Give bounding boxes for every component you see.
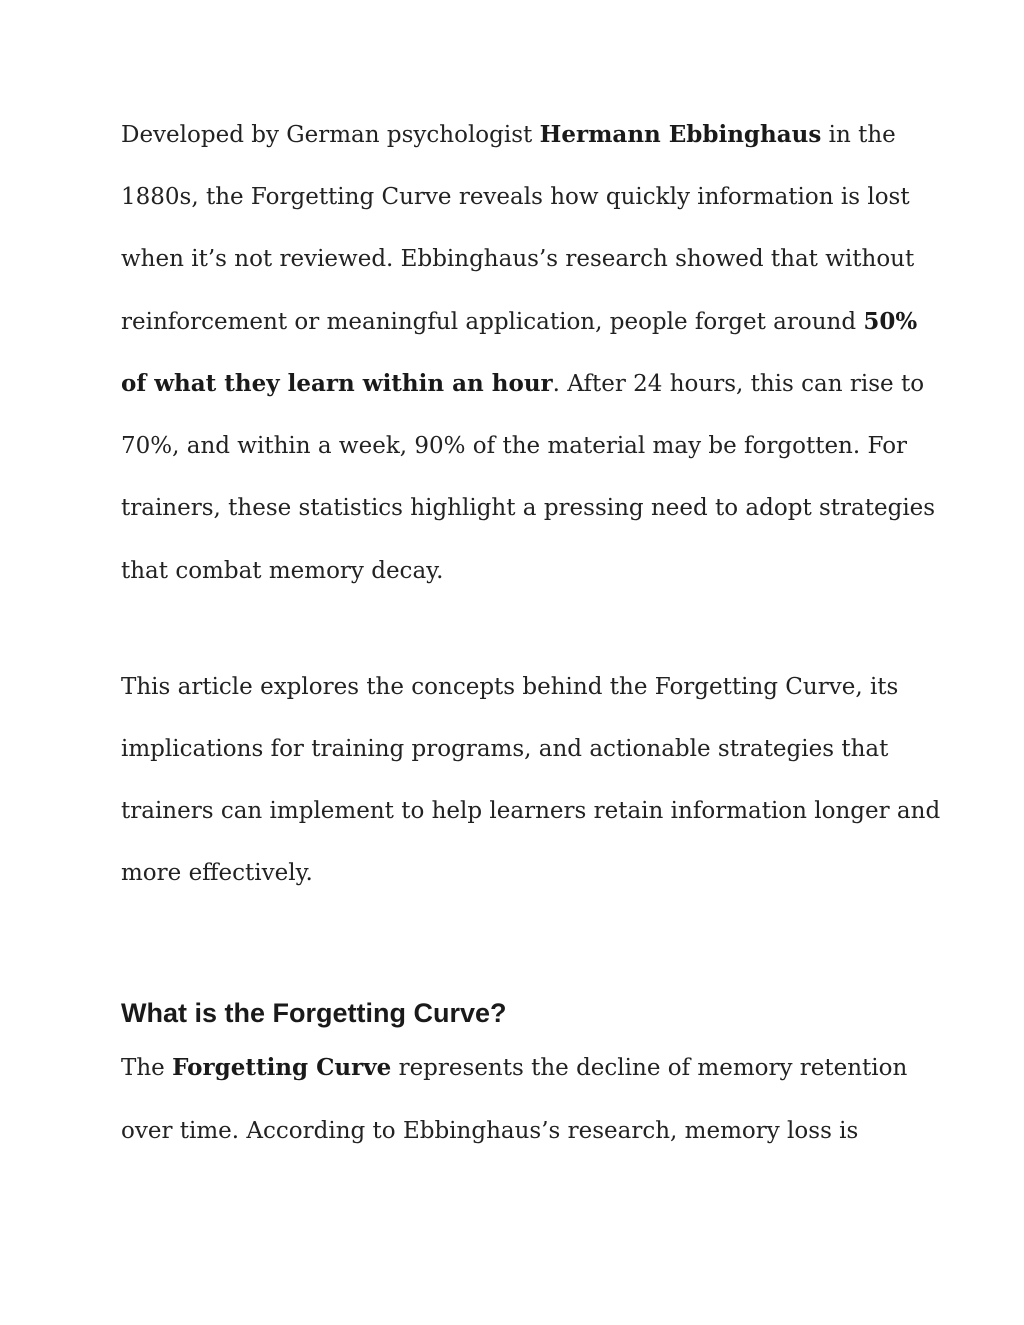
- overview-line-2: implications for training programs, and actionable strategies that: [121, 736, 889, 762]
- bold-name: Hermann Ebbinghaus: [539, 121, 822, 148]
- text: Developed by German psychologist: [121, 122, 540, 148]
- intro-line-1: [121, 120, 896, 150]
- overview-line-4: more effectively.: [121, 860, 313, 886]
- intro-line-2: 1880s, the Forgetting Curve reveals how quickly information is lost: [121, 184, 910, 210]
- text: . After 24 hours, this can rise to: [552, 371, 925, 397]
- text: in the: [821, 122, 896, 148]
- intro-line-4: [121, 307, 917, 337]
- overview-line-3: trainers can implement to help learners retain information longer and: [121, 798, 941, 824]
- bold-term: Forgetting Curve: [172, 1054, 392, 1081]
- intro-line-5: [121, 369, 924, 399]
- bold-stat: 50%: [863, 308, 918, 335]
- definition-line-1: [121, 1053, 907, 1083]
- section-heading: What is the Forgetting Curve?: [121, 998, 507, 1028]
- text: reinforcement or meaningful application, people forget around: [121, 309, 864, 335]
- text: The: [121, 1055, 173, 1081]
- overview-line-1: This article explores the concepts behind the Forgetting Curve, its: [121, 674, 899, 700]
- intro-line-8: that combat memory decay.: [121, 558, 444, 584]
- intro-line-3: when it’s not reviewed. Ebbinghaus’s research showed that without: [121, 246, 915, 272]
- bold-stat-continued: of what they learn within an hour: [121, 370, 553, 397]
- text: represents the decline of memory retention: [391, 1055, 908, 1081]
- intro-line-7: trainers, these statistics highlight a pressing need to adopt strategies: [121, 495, 936, 521]
- definition-line-2: over time. According to Ebbinghaus’s research, memory loss is: [121, 1118, 859, 1144]
- intro-line-6: 70%, and within a week, 90% of the material may be forgotten. For: [121, 433, 908, 459]
